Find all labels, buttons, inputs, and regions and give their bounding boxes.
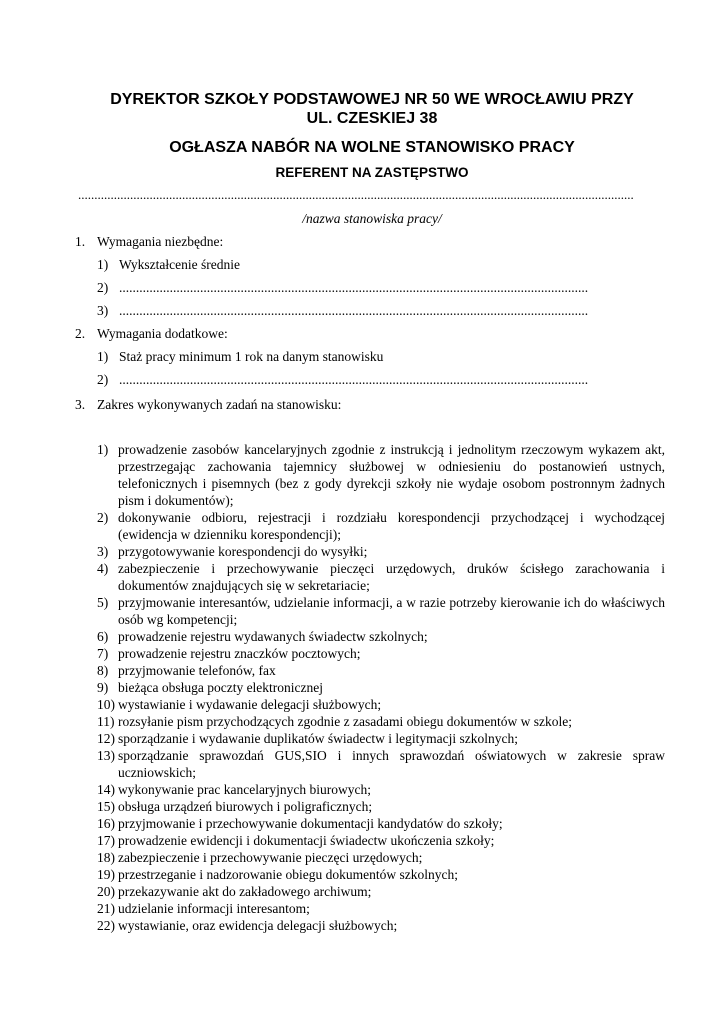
task-number: 6) (97, 629, 109, 644)
task-number: 22) (97, 918, 115, 933)
task-text: przekazywanie akt do zakładowego archiwum; (118, 884, 372, 899)
additional-requirement-item (97, 349, 383, 365)
item-dotted-line: ........................................................................................................................................... (119, 280, 589, 295)
task-item (97, 917, 665, 934)
task-number: 7) (97, 646, 109, 661)
task-number: 20) (97, 884, 115, 899)
task-text: prowadzenie zasobów kancelaryjnych zgodnie z instrukcją i jednolitym rzeczowym wykazem akt, przestrzegając zachowania tajemnicy służbowej w odniesieniu do postanowień ustnych, telefonicznych i pisemnych (bez z gody dyrekcji szkoły nie wydaje osobom postronnym żadnych pism i dokumentów); (118, 442, 665, 508)
item-dotted-line: ........................................................................................................................................... (119, 372, 589, 387)
task-item (97, 832, 665, 849)
task-item (97, 594, 665, 628)
task-number: 2) (97, 510, 109, 525)
section-title: Zakres wykonywanych zadań na stanowisku: (97, 397, 342, 412)
task-item (97, 849, 665, 866)
section-title: Wymagania dodatkowe: (97, 326, 228, 341)
task-text: wykonywanie prac kancelaryjnych biurowych; (118, 782, 372, 797)
task-text: sporządzanie sprawozdań GUS,SIO i innych sprawozdań oświatowych w zakresie spraw uczniowskich; (118, 748, 665, 780)
task-text: wystawianie i wydawanie delegacji służbowych; (118, 697, 382, 712)
position-name-dotted-line: ........................................................................................................................................................................... (78, 187, 634, 202)
section-2-heading (75, 326, 228, 342)
item-text: Wykształcenie średnie (119, 257, 241, 272)
task-item (97, 679, 665, 696)
title-line-1: DYREKTOR SZKOŁY PODSTAWOWEJ NR 50 WE WROCŁAWIU PRZY (110, 91, 634, 108)
task-item (97, 781, 665, 798)
task-text: obsługa urządzeń biurowych i poligraficznych; (118, 799, 373, 814)
requirement-item (97, 280, 589, 296)
section-3-heading (75, 397, 341, 413)
task-text: prowadzenie rejestru znaczków pocztowych; (118, 646, 361, 661)
task-number: 11) (97, 714, 115, 729)
task-item (97, 747, 665, 781)
item-number: 2) (97, 280, 109, 295)
task-text: przyjmowanie interesantów, udzielanie informacji, a w razie potrzeby kierowanie ich do właściwych osób wg kompetencji; (118, 595, 665, 627)
task-number: 9) (97, 680, 109, 695)
task-text: wystawianie, oraz ewidencja delegacji służbowych; (118, 918, 398, 933)
task-text: rozsyłanie pism przychodzących zgodnie z zasadami obiegu dokumentów w szkole; (118, 714, 572, 729)
task-text: sporządzanie i wydawanie duplikatów świadectw i legitymacji szkolnych; (118, 731, 519, 746)
requirement-item (97, 303, 589, 319)
task-number: 8) (97, 663, 109, 678)
item-number: 1) (97, 349, 109, 364)
task-number: 18) (97, 850, 115, 865)
position-heading: REFERENT NA ZASTĘPSTWO (275, 165, 469, 180)
announcement-heading: OGŁASZA NABÓR NA WOLNE STANOWISKO PRACY (169, 139, 575, 156)
item-number: 1) (97, 257, 109, 272)
task-number: 21) (97, 901, 115, 916)
item-text: Staż pracy minimum 1 rok na danym stanowisku (119, 349, 384, 364)
title-line-2: UL. CZESKIEJ 38 (306, 110, 438, 127)
section-title: Wymagania niezbędne: (97, 234, 224, 249)
task-list (97, 441, 665, 934)
task-text: przygotowywanie korespondencji do wysyłki; (118, 544, 368, 559)
task-number: 13) (97, 748, 115, 763)
position-name-caption: /nazwa stanowiska pracy/ (302, 211, 442, 226)
task-item (97, 730, 665, 747)
task-item (97, 560, 665, 594)
section-number: 2. (75, 326, 86, 341)
task-number: 17) (97, 833, 115, 848)
task-number: 1) (97, 442, 109, 457)
item-number: 3) (97, 303, 109, 318)
document-title (80, 90, 664, 128)
task-item (97, 543, 665, 560)
task-item (97, 713, 665, 730)
task-text: przyjmowanie i przechowywanie dokumentacji kandydatów do szkoły; (118, 816, 503, 831)
task-item (97, 628, 665, 645)
task-text: zabezpieczenie i przechowywanie pieczęci urzędowych, druków ścisłego zarachowania i dokumentów znajdujących się w sekretariacie; (118, 561, 665, 593)
task-item (97, 441, 665, 509)
task-item (97, 815, 665, 832)
section-number: 3. (75, 397, 86, 412)
item-number: 2) (97, 372, 109, 387)
task-number: 3) (97, 544, 109, 559)
section-number: 1. (75, 234, 86, 249)
task-number: 12) (97, 731, 115, 746)
task-item (97, 645, 665, 662)
task-item (97, 696, 665, 713)
task-item (97, 798, 665, 815)
item-dotted-line: ........................................................................................................................................... (119, 303, 589, 318)
task-number: 14) (97, 782, 115, 797)
task-item (97, 883, 665, 900)
task-item (97, 662, 665, 679)
task-text: zabezpieczenie i przechowywanie pieczęci urzędowych; (118, 850, 423, 865)
task-text: przestrzeganie i nadzorowanie obiegu dokumentów szkolnych; (118, 867, 459, 882)
task-text: prowadzenie ewidencji i dokumentacji świadectw ukończenia szkoły; (118, 833, 495, 848)
task-number: 15) (97, 799, 115, 814)
task-number: 19) (97, 867, 115, 882)
task-number: 5) (97, 595, 109, 610)
additional-requirement-item (97, 372, 589, 388)
task-number: 16) (97, 816, 115, 831)
task-text: dokonywanie odbioru, rejestracji i rozdziału korespondencji przychodzącej i wychodzącej (ewidencja w dzienniku korespondencji); (118, 510, 665, 542)
section-1-heading (75, 234, 223, 250)
task-number: 10) (97, 697, 115, 712)
requirement-item (97, 257, 240, 273)
task-item (97, 509, 665, 543)
task-item (97, 866, 665, 883)
task-text: bieżąca obsługa poczty elektronicznej (118, 680, 324, 695)
task-item (97, 900, 665, 917)
task-text: przyjmowanie telefonów, fax (118, 663, 276, 678)
task-text: prowadzenie rejestru wydawanych świadectw szkolnych; (118, 629, 428, 644)
task-number: 4) (97, 561, 109, 576)
task-text: udzielanie informacji interesantom; (118, 901, 310, 916)
